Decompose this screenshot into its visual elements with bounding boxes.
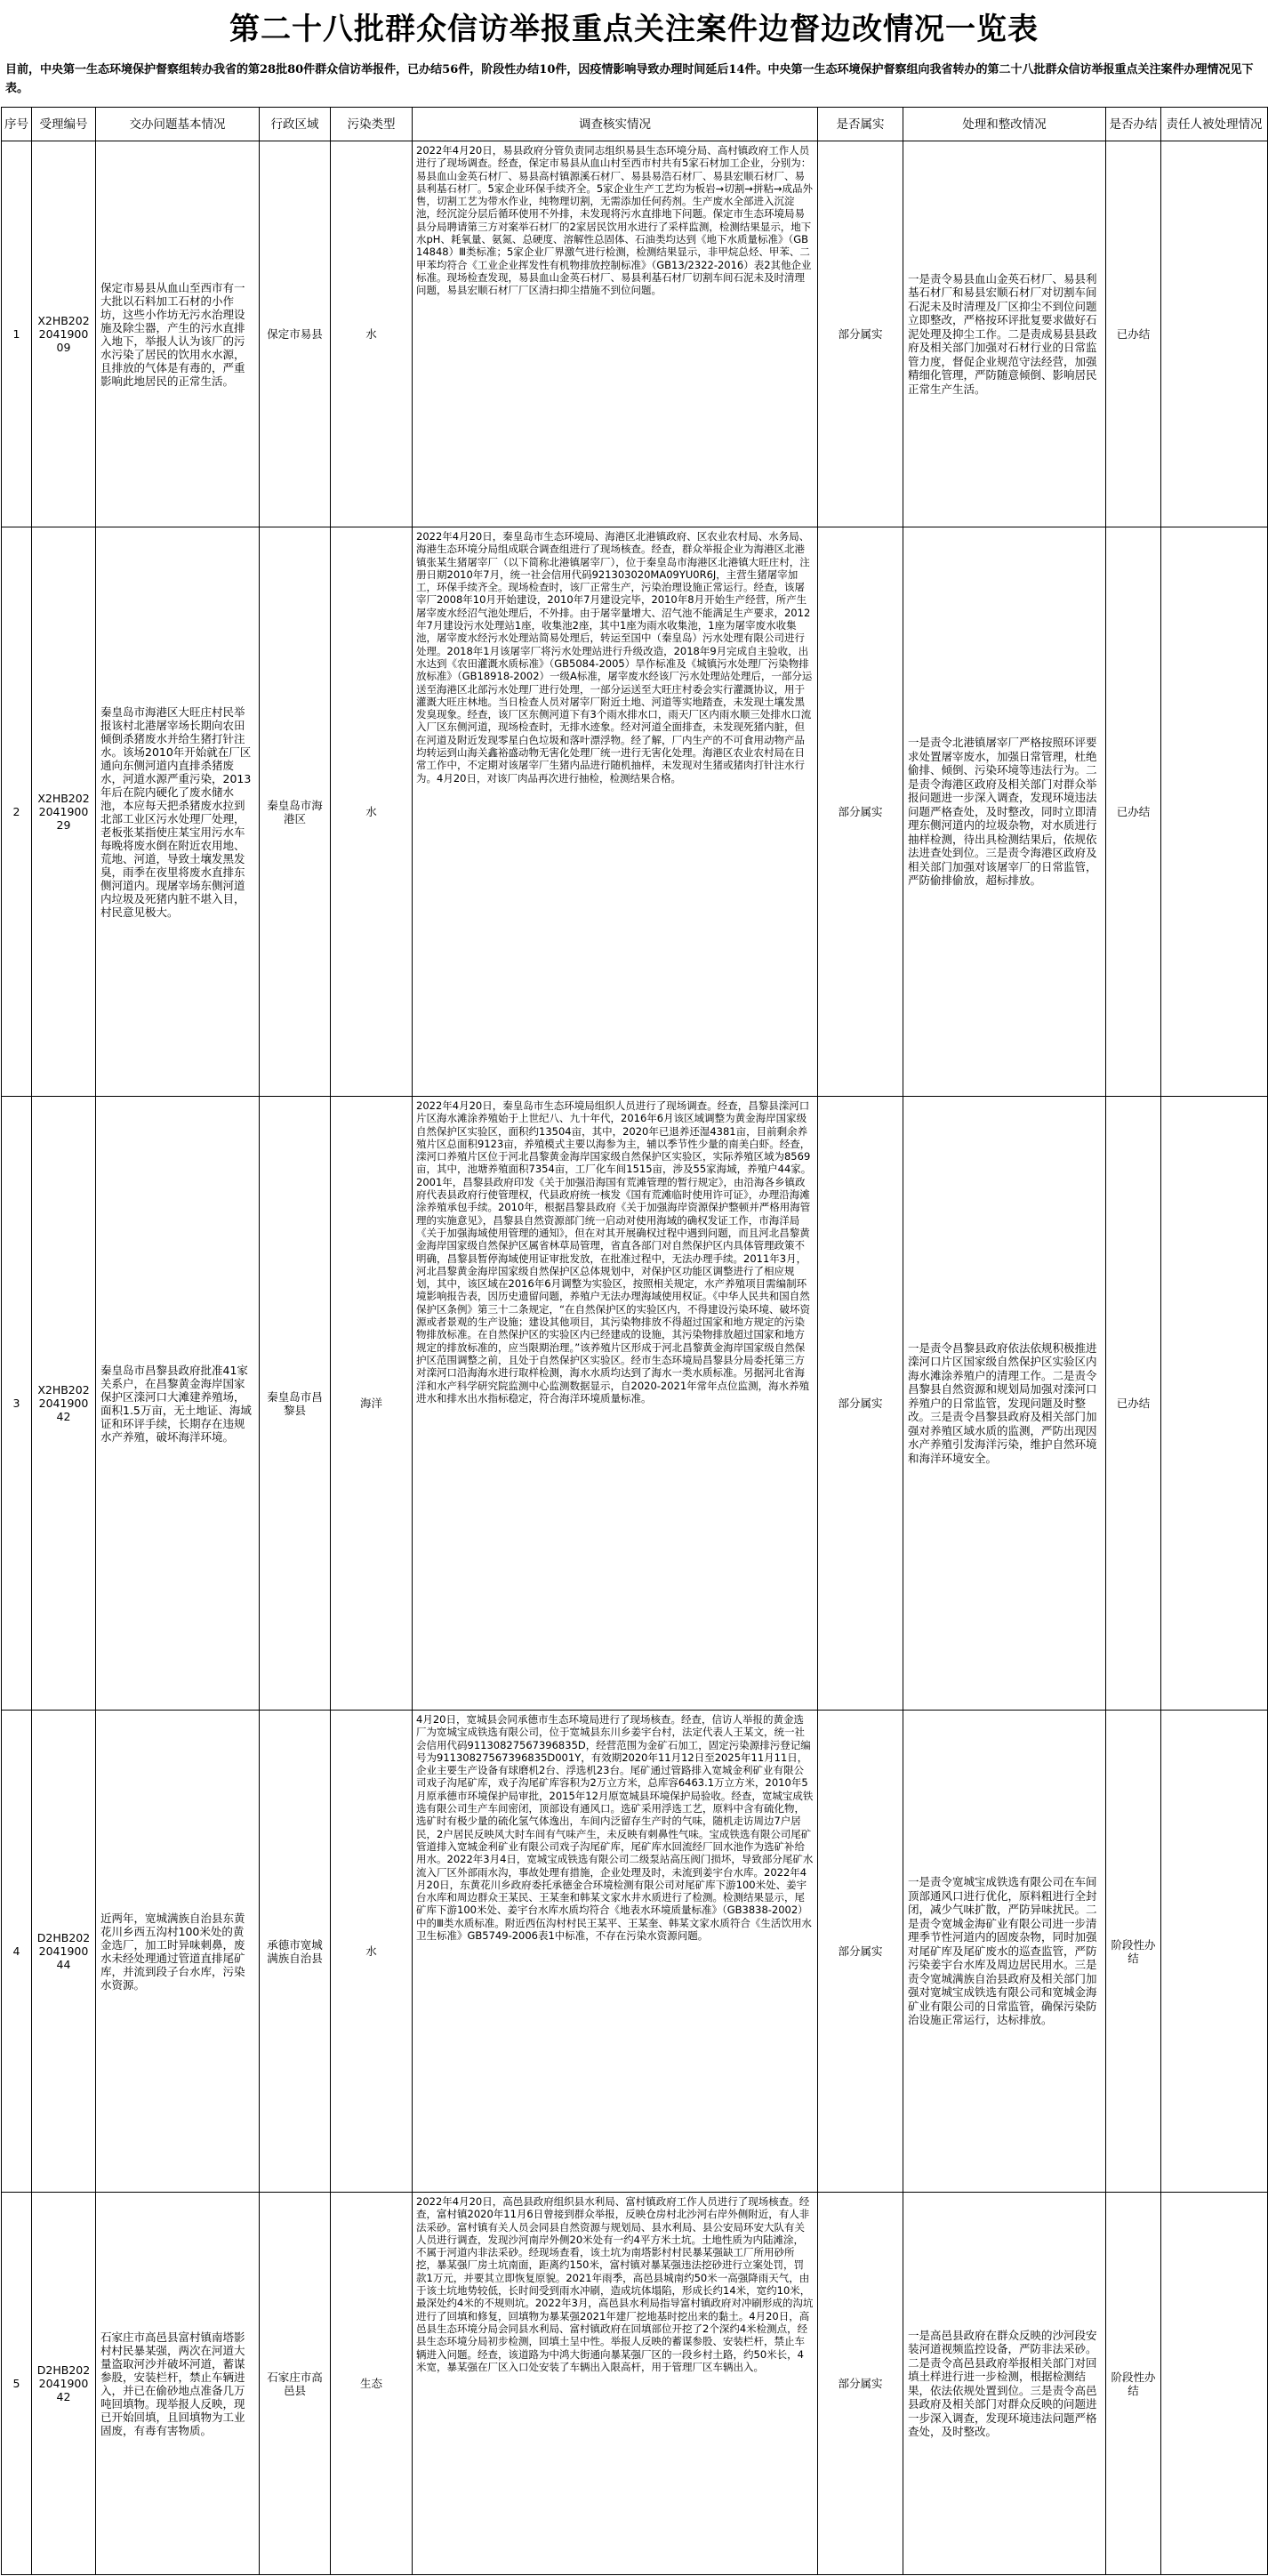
cell-verified: 部分属实 bbox=[818, 141, 903, 527]
cell-issue: 秦皇岛市昌黎县政府批准41家关系户，在昌黎黄金海岸国家保护区滦河口大滩建养殖场，面积1.5万亩，无土地证、海域证和环评手续，长期存在违规水产养殖，破坏海洋环境。 bbox=[96, 1097, 260, 1711]
cell-status: 已办结 bbox=[1106, 1097, 1161, 1711]
header-code: 受理编号 bbox=[32, 108, 96, 141]
header-region: 行政区域 bbox=[260, 108, 331, 141]
cell-detail bbox=[413, 2193, 818, 2575]
cell-account bbox=[1161, 1097, 1268, 1711]
cell-process: 一是责令易县血山金英石材厂、易县利基石材厂和易县宏顺石材厂对切割车间石泥未及时清理及厂区抑尘不到位问题立即整改，严格按环评批复要求做好石泥处理及抑尘工作。二是责成易县县政府及相关部门加强对石材行业的日常监管力度，督促企业规范守法经营，加强精细化管理，严防随意倾倒、影响居民正常生产生活。 bbox=[903, 141, 1106, 527]
cell-issue: 秦皇岛市海港区大旺庄村民举报该村北港屠宰场长期向农田倾倒杀猪废水并给生猪打针注水。该场2010年开始就在厂区通向东侧河道内直排杀猪废水，河道水源严重污染，2013年后在院内硬化了废水储水池，本应每天把杀猪废水拉到北部工业区污水处理厂处理，老板张某指使庄某宝用污水车每晚将废水倒在附近农用地、荒地、河道，导致土壤发黑发臭，雨季在夜里将废水直排东侧河道内。现屠宰场东侧河道内垃圾及死猪内脏不堪入目，村民意见极大。 bbox=[96, 527, 260, 1097]
cell-type: 生态 bbox=[331, 2193, 413, 2575]
table-row bbox=[2, 141, 1268, 527]
cell-process: 一是高邑县政府在群众反映的沙河段安装河道视频监控设备，严防非法采砂。二是责令高邑县政府举报相关部门对回填土样进行进一步检测，根据检测结果，依法依规处置到位。三是责令高邑县政府及相关部门对群众反映的问题进一步深入调查，发现环境违法问题严格查处，及时整改。 bbox=[903, 2193, 1106, 2575]
table-row bbox=[2, 2193, 1268, 2575]
detail-text: 2022年4月20日，秦皇岛市生态环境局、海港区北港镇政府、区农业农村局、水务局、海港生态环境分局组成联合调查组进行了现场核查。经查，群众举报企业为海港区北港镇张某生猪屠宰厂（以下简称北港镇屠宰厂），位于秦皇岛市海港区北港镇大旺庄村，注册日期2010年7月，统一社会信用代码921303020MA09YU0R6J，主营生猪屠宰加工，环保手续齐全。现场检查时，该厂正常生产，污染治理设施正常运行。经查，该屠宰厂2008年10月开始建设，2010年7月建设完毕，2010年8月开始生产经营，所产生屠宰废水经沼气池处理后，不外排。由于屠宰量增大、沼气池不能满足生产要求，2012年7月建设污水处理站1座，收集池2座，其中1座为雨水收集池，1座为屠宰废水收集池，屠宰废水经污水处理站简易处理后，转运至国中（秦皇岛）污水处理有限公司进行处理。2018年1月该屠宰厂将污水处理站进行升级改造，2018年9月完成自主验收，出水达到《农田灌溉水质标准》（GB5084-2005）旱作标准及《城镇污水处理厂污染物排放标准》（GB18918-2002）一级A标准，屠宰废水经该厂污水处理站处理后，一部分运送至海港区北部污水处理厂进行处理，一部分运送至大旺庄村委会实行灌溉协议，用于灌溉大旺庄林地。当日检查人员对屠宰厂附近土地、河道等实地踏查，未发现土壤发黑发臭现象。经查，该厂区东侧河道下有3个雨水排水口，雨天厂区内雨水顺三处排水口流入厂区东侧河道，现场检查时，无排水迹象。经对河道全面排查，未发现死猪内脏，但在河道及附近发现零星白色垃圾和落叶漂浮物。经了解，厂内生产的不可食用动物产品均转运到山海关鑫裕盛动物无害化处理厂统一进行无害化处理。海港区农业农村局在日常工作中，不定期对该屠宰厂生猪内品进行随机抽样，未发现对生猪或猪肉打针注水行为。4月20日，对该厂肉品再次进行抽检，检测结果合格。 bbox=[416, 530, 813, 785]
intro-paragraph: 目前，中央第一生态环境保护督察组转办我省的第28批80件群众信访举报件，已办结56件，阶段性办结10件，因疫情影响导致办理时间延后14件。中央第一生态环境保护督察组向我省转办的第二十八批群众信访举报重点关注案件办理情况见下表。 bbox=[5, 63, 1254, 95]
cell-detail bbox=[413, 1097, 818, 1711]
cell-issue: 保定市易县从血山至西市有一大批以石料加工石材的小作坊，这些小作坊无污水治理设施及除尘器，产生的污水直排入地下，举报人认为该厂的污水污染了居民的饮用水水源，且排放的气体是有毒的，严重影响此地居民的正常生活。 bbox=[96, 141, 260, 527]
cell-account bbox=[1161, 2193, 1268, 2575]
cell-status: 已办结 bbox=[1106, 141, 1161, 527]
cell-code: D2HB202204190042 bbox=[32, 2193, 96, 2575]
cell-status: 已办结 bbox=[1106, 527, 1161, 1097]
header-no: 序号 bbox=[2, 108, 32, 141]
cell-code: X2HB202204190029 bbox=[32, 527, 96, 1097]
header-issue: 交办问题基本情况 bbox=[96, 108, 260, 141]
table-row bbox=[2, 527, 1268, 1097]
header-detail: 调查核实情况 bbox=[413, 108, 818, 141]
cell-region: 承德市宽城满族自治县 bbox=[260, 1711, 331, 2193]
cell-no: 1 bbox=[2, 141, 32, 527]
cell-region: 石家庄市高邑县 bbox=[260, 2193, 331, 2575]
cell-code: D2HB202204190044 bbox=[32, 1711, 96, 2193]
cell-detail bbox=[413, 141, 818, 527]
cell-detail bbox=[413, 1711, 818, 2193]
detail-text: 2022年4月20日，秦皇岛市生态环境局组织人员进行了现场调查。经查，昌黎县滦河口片区海水滩涂养殖始于上世纪八、九十年代，2016年6月该区域调整为黄金海岸国家级自然保护区实验区，面积约13504亩，其中，2020年已退养还湿4381亩，目前剩余养殖片区总面积9123亩，养殖模式主要以海参为主，辅以季节性少量的南美白虾。经查，滦河口养殖片区位于河北昌黎黄金海岸国家级自然保护区实验区，实际养殖区域为8569亩，其中，池塘养殖面积7354亩，工厂化车间1515亩，涉及55家海域，养殖户44家。2001年，昌黎县政府印发《关于加强沿海国有荒滩管理的暂行规定》，由沿海各乡镇政府代表县政府行使管理权，代县政府统一核发《国有荒滩临时使用许可证》，办理沿海滩涂养殖承包手续。2010年，根据昌黎县政府《关于加强海岸资源保护整顿并严格用海管理的实施意见》，昌黎县自然资源部门统一启动对使用海域的确权发证工作，市海洋局《关于加强海域使用管理的通知》，但在对其开展确权过程中遇到问题，而且河北昌黎黄金海岸国家级自然保护区属省林草局管理，省直各部门对自然保护区内具体管理政策不明确，昌黎县暂停海域使用证审批发放，在批准过程中，无法办理手续。2011年3月，河北昌黎黄金海岸国家级自然保护区总体规划中，对保护区功能区调整进行了相应规划，其中，该区域在2016年6月调整为实验区，按照相关规定，水产养殖项目需编制环境影响报告表，因历史遗留问题，养殖户无法办理海域使用权证。《中华人民共和国自然保护区条例》第三十二条规定，“在自然保护区的实验区内，不得建设污染环境、破坏资源或者景观的生产设施；建设其他项目，其污染物排放不得超过国家和地方规定的污染物排放标准。在自然保护区的实验区内已经建成的设施，其污染物排放超过国家和地方规定的排放标准的，应当限期治理。”该养殖片区形成于河北昌黎黄金海岸国家级自然保护区范围调整之前，且处于自然保护区实验区。经市生态环境局昌黎县分局委托第三方对滦河口沿海海水进行取样检测，海水水质均达到了海水一类水质标准。另据河北省海洋和水产科学研究院监测中心监测数据显示，自2020-2021年常年点位监测，海水养殖进水和排水出水指标稳定，符合海洋环境质量标准。 bbox=[416, 1099, 812, 1405]
detail-text: 2022年4月20日，易县政府分管负责同志组织易县生态环境分局、高村镇政府工作人员进行了现场调查。经查，保定市易县从血山村至西市村共有5家石材加工企业，分别为：易县血山金英石材厂、易县高村镇源溪石材厂、易县易浩石材厂、易县宏顺石材厂、易县利基石材厂。5家企业环保手续齐全。5家企业生产工艺均为板岩→切割→拼粘→成品外售，切割工艺为带水作业，纯物理切割，无需添加任何药剂。生产废水全部进入沉淀池，经沉淀分层后循环使用不外排，未发现将污水直排地下问题。保定市生态环境局易县分局聘请第三方对案举石材厂的2家居民饮用水进行了采样监测，检测结果显示，地下水pH、耗氧量、氨氮、总硬度、溶解性总固体、石油类均达到《地下水质量标准》（GB14848）Ⅲ类标准；5家企业厂界激气进行检测，检测结果显示，非甲烷总烃、甲苯、二甲苯均符合《工业企业挥发性有机物排放控制标准》（GB13/2322-2016）表2其他企业标准。现场检查发现，易县血山金英石材厂、易县利基石材厂切割车间石泥未及时清理问题，易县宏顺石材厂厂区清扫抑尘措施不到位问题。 bbox=[416, 144, 814, 297]
header-type: 污染类型 bbox=[331, 108, 413, 141]
header-account: 责任人被处理情况 bbox=[1161, 108, 1268, 141]
cell-process: 一是责令北港镇屠宰厂严格按照环评要求处置屠宰废水，加强日常管理，杜绝偷排、倾倒、污染环境等违法行为。二是责令海港区政府及相关部门对群众举报问题进一步深入调查，发现环境违法问题严格查处，及时整改，同时立即清理东侧河道内的垃圾杂物，对水质进行抽样检测，待出具检测结果后，依规依法进查处到位。三是责令海港区政府及相关部门加强对该屠宰厂的日常监管，严防偷排偷放，超标排放。 bbox=[903, 527, 1106, 1097]
table-header bbox=[2, 108, 1268, 141]
header-verified: 是否属实 bbox=[818, 108, 903, 141]
cell-verified: 部分属实 bbox=[818, 527, 903, 1097]
cell-account bbox=[1161, 527, 1268, 1097]
cell-code: X2HB202204190009 bbox=[32, 141, 96, 527]
cell-type: 水 bbox=[331, 527, 413, 1097]
cell-type: 水 bbox=[331, 141, 413, 527]
cell-no: 3 bbox=[2, 1097, 32, 1711]
cell-issue: 石家庄市高邑县富村镇南塔影村村民暴某强，两次在河道大量盗取河沙并破坏河道，蓄谋参股，安装栏杆，禁止车辆进入，并已在偷砂地点准备几万吨回填物。现举报人反映，现已开始回填，且回填物为工业固废，有毒有害物质。 bbox=[96, 2193, 260, 2575]
detail-text: 4月20日，宽城县会同承德市生态环境局进行了现场核查。经查，信访人举报的黄金选厂为宽城宝成铁选有限公司，位于宽城县东川乡姜宇台村，法定代表人王某文，统一社会信用代码91130827567396835D，经营范围为金矿石加工，固定污染源排污登记编号为91130827567396835D001Y，有效期2020年11月12日至2025年11月11日，企业主要生产设备有球磨机2台、浮选机23台。尾矿通过管路排入宽城金利矿业有限公司戏子沟尾矿库，戏子沟尾矿库容积为2万立方米，总库容6463.1万立方米，2010年5月原承德市环境保护局审批，2015年12月原宽城县环境保护局验收。经查，宽城宝成铁选有限公司生产车间密闭，顶部设有通风口。选矿采用浮选工艺，原料中含有硫化物，选矿时有极少量的硫化氢气体逸出，车间内泛留存生产时的气味，随机走访周边7户居民，2户居民反映风大时车间有气味产生，未反映有刺鼻性气味。宝成铁选有限公司尾矿管道排入宽城金利矿业有限公司戏子沟尾矿库，尾矿库水回流经厂回水池作为选矿补给用水。2022年3月4日，宽城宝成铁选有限公司二级泵站高压阀门损坏，导致部分尾矿水流入厂区外部雨水沟，事故处理有措施，企业处理及时，未流到姜宇台水库。2022年4月20日，东黄花川乡政府委托承德金合环境检测有限公司对尾矿库下游100米处、姜宇台水库和周边群众王某民、王某奎和韩某文家水井水质进行了检测。检测结果显示，尾矿库下游100米处、姜宇台水库水质均符合《地表水环境质量标准》（GB3838-2002）中的Ⅲ类水质标准。附近西伍沟村村民王某平、王某奎、韩某文家水质符合《生活饮用水卫生标准》GB5749-2006表1中标准，不存在污染水资源问题。 bbox=[416, 1713, 814, 1943]
cell-process: 一是责令昌黎县政府依法依规积极推进滦河口片区国家级自然保护区实验区内海水滩涂养殖户的清理工作。二是责令昌黎县自然资源和规划局加强对滦河口养殖户的日常监管，发现问题及时整改。三是责令昌黎县政府及相关部门加强对养殖区域水质的监测，严防出现因水产养殖引发海洋污染，维护自然环境和海洋环境安全。 bbox=[903, 1097, 1106, 1711]
cell-no: 4 bbox=[2, 1711, 32, 2193]
cell-verified: 部分属实 bbox=[818, 1097, 903, 1711]
header-process: 处理和整改情况 bbox=[903, 108, 1106, 141]
cell-code: X2HB202204190042 bbox=[32, 1097, 96, 1711]
header-status: 是否办结 bbox=[1106, 108, 1161, 141]
cell-process: 一是责令宽城宝成铁选有限公司在车间顶部通风口进行优化，原料粗进行全封闭，减少气味扩散，严防异味扰民。二是责令宽城金海矿业有限公司进一步清理季节性河道内的固废杂物，同时加强对尾矿库及尾矿废水的巡查监管，严防污染姜宇台水库及周边居民用水。三是责令宽城满族自治县政府及相关部门加强对宽城宝成铁选有限公司和宽城金海矿业有限公司的日常监管，确保污染防治设施正常运行，达标排放。 bbox=[903, 1711, 1106, 2193]
table-row bbox=[2, 1097, 1268, 1711]
cell-no: 5 bbox=[2, 2193, 32, 2575]
cell-status: 阶段性办结 bbox=[1106, 1711, 1161, 2193]
cell-issue: 近两年，宽城满族自治县东黄花川乡西五沟村100米处的黄金选厂，加工时异味刺鼻，废水未经处理通过管道直排尾矿库，并流到段子台水库，污染水资源。 bbox=[96, 1711, 260, 2193]
cell-verified: 部分属实 bbox=[818, 2193, 903, 2575]
cell-region: 秦皇岛市海港区 bbox=[260, 527, 331, 1097]
table-row bbox=[2, 1711, 1268, 2193]
cell-type: 水 bbox=[331, 1711, 413, 2193]
cell-detail bbox=[413, 527, 818, 1097]
case-table bbox=[1, 107, 1268, 2575]
detail-text: 2022年4月20日，高邑县政府组织县水利局、富村镇政府工作人员进行了现场核查。经查，富村镇2020年11月6日曾接到群众举报，反映仓房村北沙河右岸外侧附近，有人非法采砂。富村镇有关人员会同县自然资源与规划局、县水利局、县公安局环安大队有关人员进行调查，发现沙河南岸外侧20米处有一约4平方米土坑。土地性质为内陆滩涂，不属于河道内非法采砂。经现场查看，该土坑为南塔影村村民暴某强缺工厂所用砂所挖，暴某强厂房土坑南面，距离约150米，富村镇对暴某强违法挖砂进行立案处罚，罚款1万元，并要其立即恢复原貌。2021年雨季，高邑县城南约50米一高强降雨天气，由于该土坑地势较低，长时间受到雨水冲刷，造成坑体塌陷，形成长约14米，宽约10米，最深处约4米的不规则坑。2022年3月，高邑县水利局指导富村镇政府对冲刷形成的沟坑进行了回填和修复，回填物为暴某强2021年建厂挖地基时挖出来的黏土。4月20日，高邑县生态环境分局会同县水利局、富村镇政府在回填部位开挖了2个深约4米检测点，经县生态环境分局初步检测，回填土呈中性。举报人反映的蓄谋参股、安装栏杆，禁止车辆进入问题。经查，该道路为中鸿大街通向暴某强厂区的一段乡村土路，约50米长，4米宽，暴某强在厂区入口处安装了车辆出入限高杆，用于管理厂区车辆出入。 bbox=[416, 2195, 814, 2373]
page-title: 第二十八批群众信访举报重点关注案件边督边改情况一览表 bbox=[229, 12, 1039, 47]
cell-verified: 部分属实 bbox=[818, 1711, 903, 2193]
cell-region: 秦皇岛市昌黎县 bbox=[260, 1097, 331, 1711]
cell-status: 阶段性办结 bbox=[1106, 2193, 1161, 2575]
cell-region: 保定市易县 bbox=[260, 141, 331, 527]
cell-account bbox=[1161, 1711, 1268, 2193]
cell-no: 2 bbox=[2, 527, 32, 1097]
cell-account bbox=[1161, 141, 1268, 527]
cell-type: 海洋 bbox=[331, 1097, 413, 1711]
